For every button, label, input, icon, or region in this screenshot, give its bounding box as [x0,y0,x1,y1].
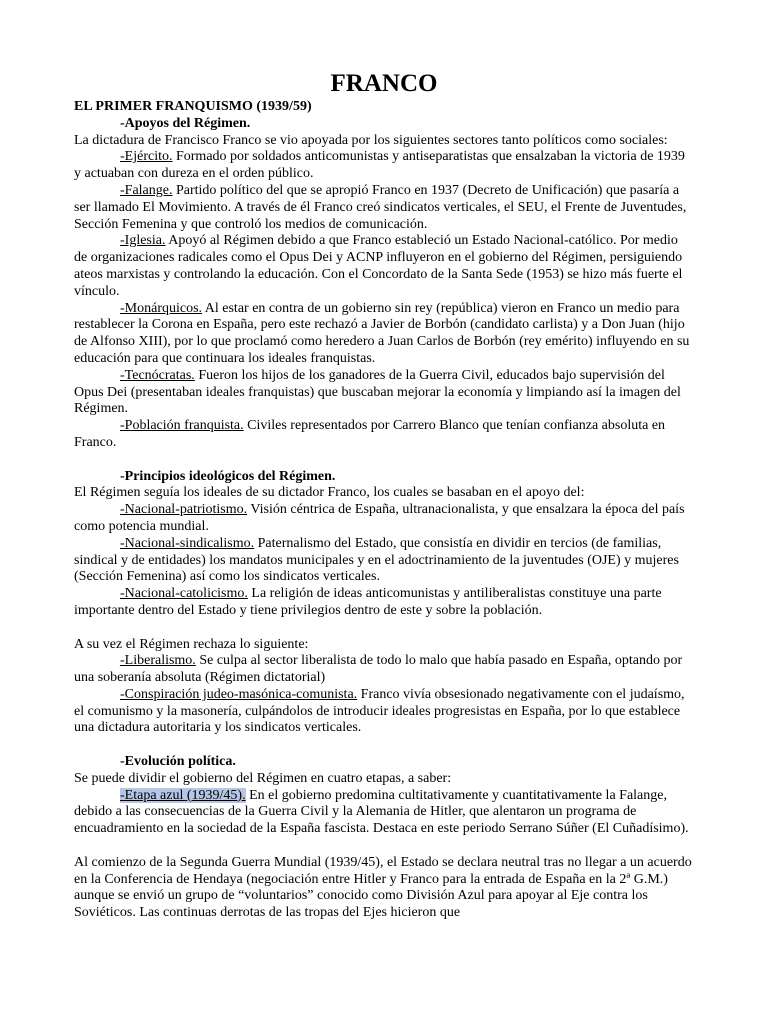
document-page [74,70,694,922]
document-title: FRANCO [330,70,438,97]
subsection-heading-apoyos: -Apoyos del Régimen. [120,115,251,131]
list-item-nacional-patriotismo [74,502,694,536]
item-text: Paternalismo del Estado, que consistía en dividir en tercios (de familias, sindical y de entidades) los mandatos municipales y en el adoctrinamiento de la juventudes (OJE) y mujeres (Sección Femenina) así como los sindicatos verticales. [74,535,679,585]
item-term: -Falange. [120,182,173,198]
list-item-poblacion-franquista [74,418,694,452]
list-item-conspiracion [74,687,694,737]
list-item-falange [74,183,694,233]
item-text: Franco vivía obsesionado negativamente con el judaísmo, el comunismo y la masonería, culpándolos de introducir ideales progresistas en España, por lo que establece una dictadura autoritaria y los sindicatos verticales. [74,686,685,736]
paragraph-intro-apoyos: La dictadura de Francisco Franco se vio apoyada por los siguientes sectores tanto políticos como sociales: [74,132,668,148]
item-term: -Población franquista. [120,418,244,434]
paragraph-spacer [74,620,694,637]
item-text: Fueron los hijos de los ganadores de la Guerra Civil, educados bajo supervisión del Opus Dei (presentaban ideales franquistas) que buscaban mejorar la economía y limpiando así la imagen del Régimen. [74,367,681,417]
section-heading: EL PRIMER FRANQUISMO (1939/59) [74,99,312,114]
item-text: Civiles representados por Carrero Blanco que tenían confianza absoluta en Franco. [74,418,666,450]
list-item-etapa-azul [74,788,694,838]
list-item-tecnocratas [74,368,694,418]
subsection-heading-evolucion: -Evolución política. [120,754,236,770]
item-term: -Monárquicos. [120,300,203,316]
item-text: En el gobierno predomina cultitativamente y cuantitativamente la Falange, debido a las consecuencias de la Guerra Civil y la Alemania de Hitler, que alentaron un programa de encuadramiento en la sociedad de la España fascista. Destaca en este periodo Serrano Súñer (El Cuñadísimo). [74,787,689,837]
list-item-monarquicos [74,301,694,368]
item-text: Partido político del que se apropió Franco en 1937 (Decreto de Unificación) que pasaría a ser llamado El Movimiento. A través de él Franco creó sindicatos verticales, el SEU, el Frente de Juventudes, Sección Femenina y que controló los medios de comunicación. [74,182,687,232]
item-term: -Conspiración judeo-masónica-comunista. [120,686,358,702]
list-item-nacional-catolicismo [74,586,694,620]
paragraph-intro-rechazo: A su vez el Régimen rechaza lo siguiente: [74,636,309,652]
item-text: Al estar en contra de un gobierno sin rey (república) vieron en Franco un medio para restablecer la Corona en España, pero este rechazó a Javier de Borbón (candidato carlista) y a Don Juan (hijo de Alfonso XIII), por lo que proclamó como heredero a Juan Carlos de Borbón (rey emérito) influyendo en su educación para que continuara los ideales franquistas. [74,300,690,366]
item-term: -Ejército. [120,149,173,165]
item-term: -Tecnócratas. [120,367,195,383]
paragraph-intro-principios: El Régimen seguía los ideales de su dictador Franco, los cuales se basaban en el apoyo del: [74,485,585,501]
list-item-ejercito [74,149,694,183]
item-text: Apoyó al Régimen debido a que Franco estableció un Estado Nacional-católico. Por medio de organizaciones radicales como el Opus Dei y ACNP influyeron en el gobierno del Régimen, persiguiendo ateos marxistas y controlando la educación. Con el Concordato de la Santa Sede (1953) se hizo más fuerte el vínculo. [74,233,683,299]
paragraph-closing: Al comienzo de la Segunda Guerra Mundial (1939/45), el Estado se declara neutral tras no llegar a un acuerdo en la Conferencia de Hendaya (negociación entre Hitler y Franco para la entrada de España en la 2ª G.M.) aunque se envió un grupo de “voluntarios” conocido como División Azul para apoyar al Eje contra los Soviéticos. Las continuas derrotas de las tropas del Ejes hicieron que [74,854,692,921]
list-item-nacional-sindicalismo [74,536,694,586]
item-term: -Liberalismo. [120,653,196,669]
paragraph-intro-evolucion: Se puede dividir el gobierno del Régimen en cuatro etapas, a saber: [74,770,452,786]
paragraph-spacer [74,737,694,754]
item-term: -Nacional-catolicismo. [120,586,248,602]
item-term: -Nacional-patriotismo. [120,502,248,518]
list-item-liberalismo [74,653,694,687]
item-term-highlighted: -Etapa azul (1939/45). [120,787,246,803]
item-term: -Nacional-sindicalismo. [120,535,255,551]
item-text: Formado por soldados anticomunistas y antiseparatistas que ensalzaban la victoria de 1939 y actuaban con dureza en el orden público. [74,149,685,182]
item-term: -Iglesia. [120,233,166,249]
item-text: Visión céntrica de España, ultranacionalista, y que ensalzara la época del país como potencia mundial. [74,502,685,534]
paragraph-spacer [74,838,694,855]
item-text: Se culpa al sector liberalista de todo lo malo que había pasado en España, optando por una soberanía absoluta (Régimen dictatorial) [74,653,683,686]
paragraph-spacer [74,452,694,469]
item-text: La religión de ideas anticomunistas y antiliberalistas constituye una parte importante dentro del Estado y tiene privilegios dentro de este y sobre la población. [74,586,662,618]
list-item-iglesia [74,233,694,300]
subsection-heading-principios: -Principios ideológicos del Régimen. [120,468,336,484]
